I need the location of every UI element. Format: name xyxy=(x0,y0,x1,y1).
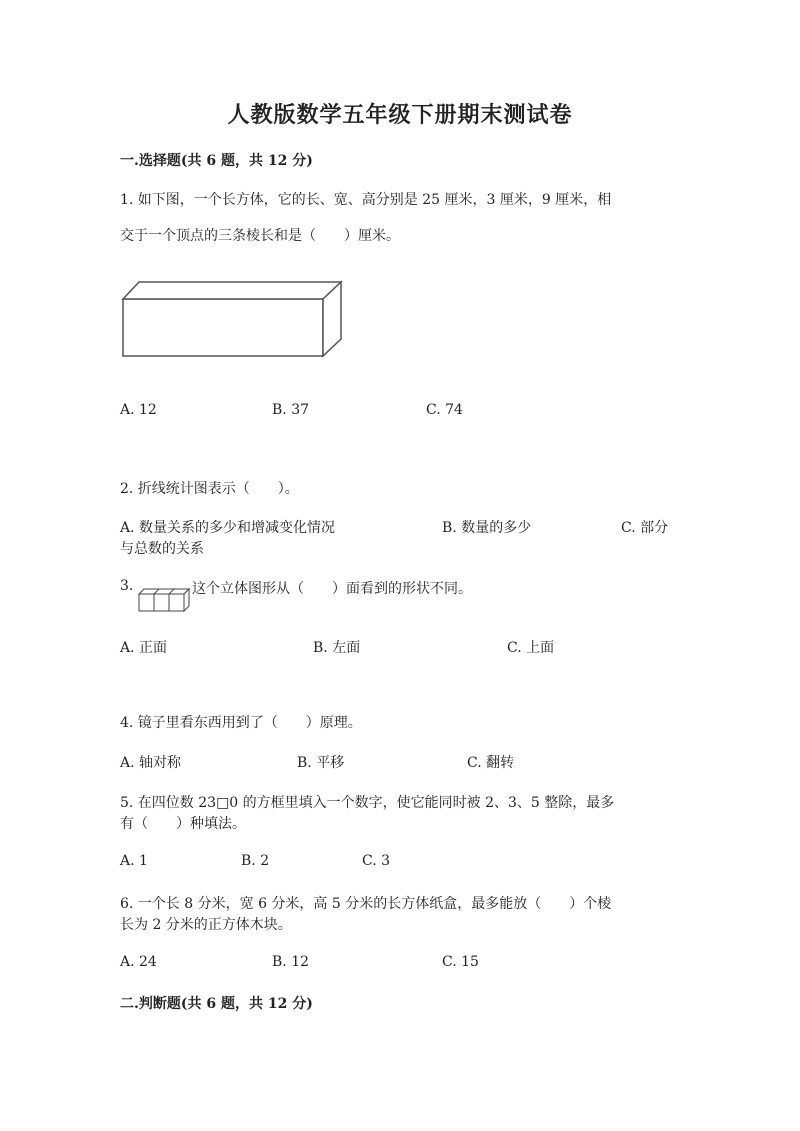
question-2-option-a[interactable]: A. 数量关系的多少和增减变化情况 xyxy=(120,520,336,536)
question-2-option-c-continued: 与总数的关系 xyxy=(120,541,204,557)
cuboid-figure xyxy=(120,280,346,360)
question-3-option-c[interactable]: C. 上面 xyxy=(507,640,555,656)
question-5-option-c[interactable]: C. 3 xyxy=(362,853,391,869)
question-5-option-b[interactable]: B. 2 xyxy=(241,853,270,869)
page-title: 人教版数学五年级下册期末测试卷 xyxy=(227,102,573,128)
question-1-line-1: 1. 如下图，一个长方体，它的长、宽、高分别是 25 厘米，3 厘米，9 厘米，相 xyxy=(120,192,612,208)
question-1-option-c[interactable]: C. 74 xyxy=(426,402,463,418)
question-5-option-a[interactable]: A. 1 xyxy=(120,853,148,869)
question-1-option-b[interactable]: B. 37 xyxy=(272,402,310,418)
question-3-option-a[interactable]: A. 正面 xyxy=(120,640,168,656)
question-3-option-b[interactable]: B. 左面 xyxy=(313,640,361,656)
question-5-line-1: 5. 在四位数 23□0 的方框里填入一个数字，使它能同时被 2、3、5 整除，最多 xyxy=(120,795,615,811)
section-heading-choice: 一.选择题(共 6 题，共 12 分) xyxy=(120,153,313,169)
question-4-option-b[interactable]: B. 平移 xyxy=(297,755,345,771)
question-6-option-a[interactable]: A. 24 xyxy=(120,954,157,970)
question-5-line-2: 有（ ）种填法。 xyxy=(120,816,246,832)
question-1-line-2: 交于一个顶点的三条棱长和是（ ）厘米。 xyxy=(120,228,400,244)
question-3-number: 3. xyxy=(120,578,134,594)
question-4-option-c[interactable]: C. 翻转 xyxy=(467,755,515,771)
question-6-line-1: 6. 一个长 8 分米，宽 6 分米，高 5 分米的长方体纸盒，最多能放（ ）个棱 xyxy=(120,896,612,912)
three-cubes-figure xyxy=(136,586,190,612)
question-4-option-a[interactable]: A. 轴对称 xyxy=(120,755,182,771)
question-2-line-1: 2. 折线统计图表示（ ）。 xyxy=(120,481,299,497)
question-6-line-2: 长为 2 分米的正方体木块。 xyxy=(120,917,292,933)
question-6-option-c[interactable]: C. 15 xyxy=(442,954,479,970)
question-3-line-1: 这个立体图形从（ ）面看到的形状不同。 xyxy=(192,581,472,597)
question-2-option-c[interactable]: C. 部分 xyxy=(621,520,669,536)
question-4-line-1: 4. 镜子里看东西用到了（ ）原理。 xyxy=(120,715,362,731)
question-1-option-a[interactable]: A. 12 xyxy=(120,402,157,418)
section-heading-judgement: 二.判断题(共 6 题，共 12 分) xyxy=(120,996,313,1012)
question-6-option-b[interactable]: B. 12 xyxy=(272,954,310,970)
question-2-option-b[interactable]: B. 数量的多少 xyxy=(442,520,532,536)
